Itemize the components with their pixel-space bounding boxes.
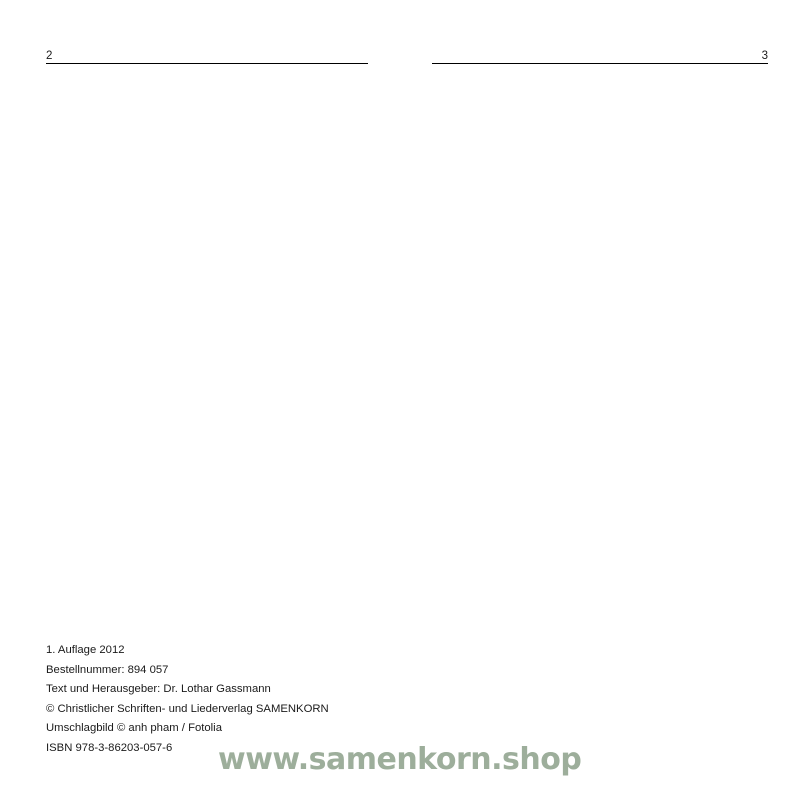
imprint-line: Text und Herausgeber: Dr. Lothar Gassmann xyxy=(46,683,271,695)
right-page-number: 3 xyxy=(761,49,768,62)
imprint-line: © Christlicher Schriften- und Liederverlag SAMENKORN xyxy=(46,702,329,715)
imprint-line: 1. Auflage 2012 xyxy=(46,644,125,656)
left-running-head xyxy=(46,42,368,64)
watermark: www.samenkorn.shop xyxy=(218,742,582,777)
right-header-rule xyxy=(432,63,768,64)
right-running-head xyxy=(432,42,768,64)
left-header-rule xyxy=(46,63,368,64)
imprint-line: ISBN 978-3-86203-057-6 xyxy=(46,741,173,754)
imprint-block xyxy=(46,641,376,758)
left-page-number: 2 xyxy=(46,49,53,62)
right-page xyxy=(400,0,800,800)
imprint-line: Bestellnummer: 894 057 xyxy=(46,663,169,676)
imprint-line: Umschlagbild © anh pham / Fotolia xyxy=(46,722,222,734)
